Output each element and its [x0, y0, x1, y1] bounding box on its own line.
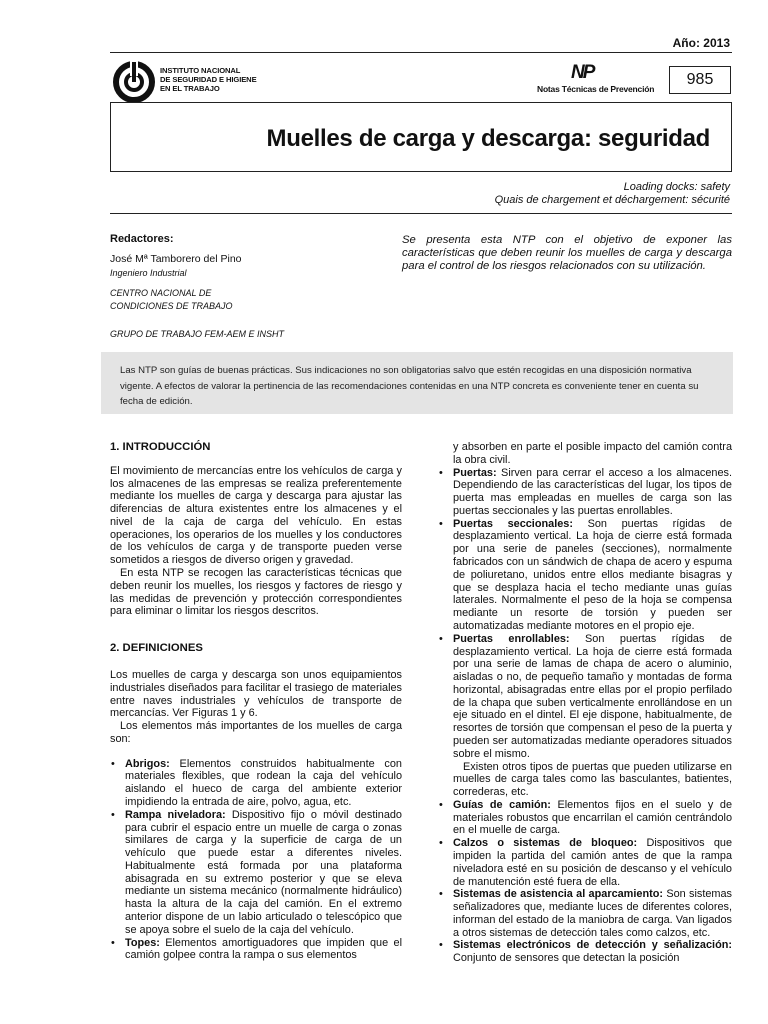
ntp-logo: NP — [571, 62, 594, 83]
author-institution: CENTRO NACIONAL DE CONDICIONES DE TRABAJO — [110, 288, 233, 311]
list-item: • Puertas: Sirven para cerrar el acceso a los almacenes. Dependiendo de las características del lugar, los tipos de puerta mas empleadas en muelles de carga son las puertas seccionales y las puertas enrollables. — [438, 467, 732, 518]
authors-heading: Redactores: — [110, 233, 174, 245]
section-heading-intro: 1. INTRODUCCIÓN — [110, 441, 211, 453]
list-item: • Rampa niveladora: Dispositivo fijo o móvil destinado para cubrir el espacio entre un muelle de carga o zonas similares de carga y la superficie de carga de un vehículo que puede estar a diferentes niveles. Habitualmente está formada por una plataforma abisagrada en su extremo posterior y que se eleva mediante un sistema mecánico (normalmente hidráulico) hasta la altura de la caja del camión. En el extremo anterior dispone de un labio articulado o telescópico que se apoya sobre el suelo de la caja del vehículo. — [110, 809, 402, 937]
header-rule — [110, 213, 732, 214]
intro-paragraph-1: El movimiento de mercancías entre los vehículos de carga y los almacenes de las empresas se realiza preferentemente mediante los muelles de carga y descarga para ajustar las diferencias de altura existentes entre los almacenes y el nivel de la caja de carga del vehículo. En estas operaciones, los operarios de los muelles y los conductores de los vehículos de carga y de transporte pueden verse sometidos a riesgos de diverso origen y gravedad. — [110, 464, 402, 567]
list-item: • Guías de camión: Elementos fijos en el suelo y de materiales robustos que encarrilan el camión centrándolo en el muelle de carga. — [438, 799, 732, 837]
alt-title-en: Loading docks: safety — [623, 181, 730, 193]
ntp-number: 985 — [669, 66, 731, 94]
definitions-paragraph-1: Los muelles de carga y descarga son unos equipamientos industriales diseñados para facilitar el trasiego de materiales entre naves industriales y vehículos de transporte de mercancías. Ver Figuras 1 y 6. — [110, 668, 402, 720]
top-rule — [110, 52, 732, 53]
list-item: • Topes: Elementos amortiguadores que impiden que el camión golpee contra la rampa o sus elementos — [110, 937, 402, 963]
left-column — [110, 441, 402, 962]
list-item: • Sistemas electrónicos de detección y señalización: Conjunto de sensores que detectan la posición — [438, 939, 732, 965]
alt-title-fr: Quais de chargement et déchargement: sécurité — [494, 194, 730, 206]
other-doors-paragraph: Existen otros tipos de puertas que pueden utilizarse en muelles de carga tales como las basculantes, batientes, correderas, etc. — [453, 760, 732, 799]
definitions-list-right-b — [438, 799, 732, 965]
list-item: • Sistemas de asistencia al aparcamiento: Son sistemas señalizadores que, mediante luces de diferentes colores, informan del estado de la maniobra de carga. Van ligados a otros sistemas de detección tales como calzos, etc. — [438, 888, 732, 939]
page-title: Muelles de carga y descarga: seguridad — [266, 125, 710, 152]
continued-text: y absorben en parte el posible impacto del camión contra la obra civil. — [453, 441, 732, 466]
org-name: INSTITUTO NACIONAL DE SEGURIDAD E HIGIENE EN EL TRABAJO — [160, 66, 257, 93]
definitions-list-left — [110, 758, 402, 963]
abstract: Se presenta esta NTP con el objetivo de exponer las características que deben reunir los muelles de carga y descarga para el control de los riesgos relacionados con su utilización. — [402, 234, 732, 273]
author-role: Ingeniero Industrial — [110, 268, 187, 278]
list-item: • Puertas seccionales: Son puertas rígidas de desplazamiento vertical. La hoja de cierre está formada por una serie de paneles (secciones), normalmente fabricados con un sándwich de chapa de acero y espuma de poliuretano, unidos entre ellos mediante bisagras y que se desplaza hacia el techo mediante unas guías laterales. Normalmente el peso de la hoja se compensa mediante un resorte de torsión y pueden ser automatizadas mediante motores en el propio eje. — [438, 518, 732, 633]
year-label: Año: 2013 — [672, 36, 730, 50]
list-item: • Puertas enrollables: Son puertas rígidas de desplazamiento vertical. La hoja de cierre está formada por una serie de lamas de chapa de acero o aluminio, aisladas o no, de pequeño tamaño y montadas de forma horizontal, abisagradas entre ellas por el propio perfilado de la chapa que suben verticalmente enrollándose en un eje situado en el dintel. El eje dispone, habitualmente, de resortes de torsión que compensan el peso de la puerta y pueden ser automatizadas mediante operadores situados sobre el mismo. — [438, 633, 732, 761]
section-heading-definitions: 2. DEFINICIONES — [110, 642, 203, 655]
notice-text: Las NTP son guías de buenas prácticas. Sus indicaciones no son obligatorias salvo que estén recogidas en una disposición normativa vigente. A efectos de valorar la pertinencia de las recomendaciones contenidas en una NTP concreta es conveniente tener en cuenta su fecha de edición. — [120, 365, 699, 408]
definitions-paragraph-2: Los elementos más importantes de los muelles de carga son: — [110, 720, 402, 745]
notice-box — [101, 352, 733, 414]
insht-logo-icon — [112, 60, 156, 104]
intro-paragraph-2: En esta NTP se recogen las características técnicas que deben reunir los muelles, los riesgos y factores de riesgo y las medidas de prevención y protección correspondientes para eliminar o limitar los riesgos descritos. — [110, 567, 402, 618]
list-item: • Calzos o sistemas de bloqueo: Dispositivos que impiden la partida del camión antes de que la rampa niveladora esté en su posición de descanso y el vehículo de manutención esté fuera de ella. — [438, 837, 732, 888]
definitions-list-right-a — [438, 467, 732, 761]
author-group: GRUPO DE TRABAJO FEM-AEM E INSHT — [110, 329, 285, 339]
author-name: José Mª Tamborero del Pino — [110, 253, 242, 265]
list-item: • Abrigos: Elementos construidos habitualmente con materiales flexibles, que rodean la caja del vehículo aislando el hueco de carga del ambiente exterior impidiendo la entrada de aire, polvo, agua, etc. — [110, 758, 402, 809]
right-column — [438, 441, 732, 965]
series-label: Notas Técnicas de Prevención — [537, 84, 655, 94]
